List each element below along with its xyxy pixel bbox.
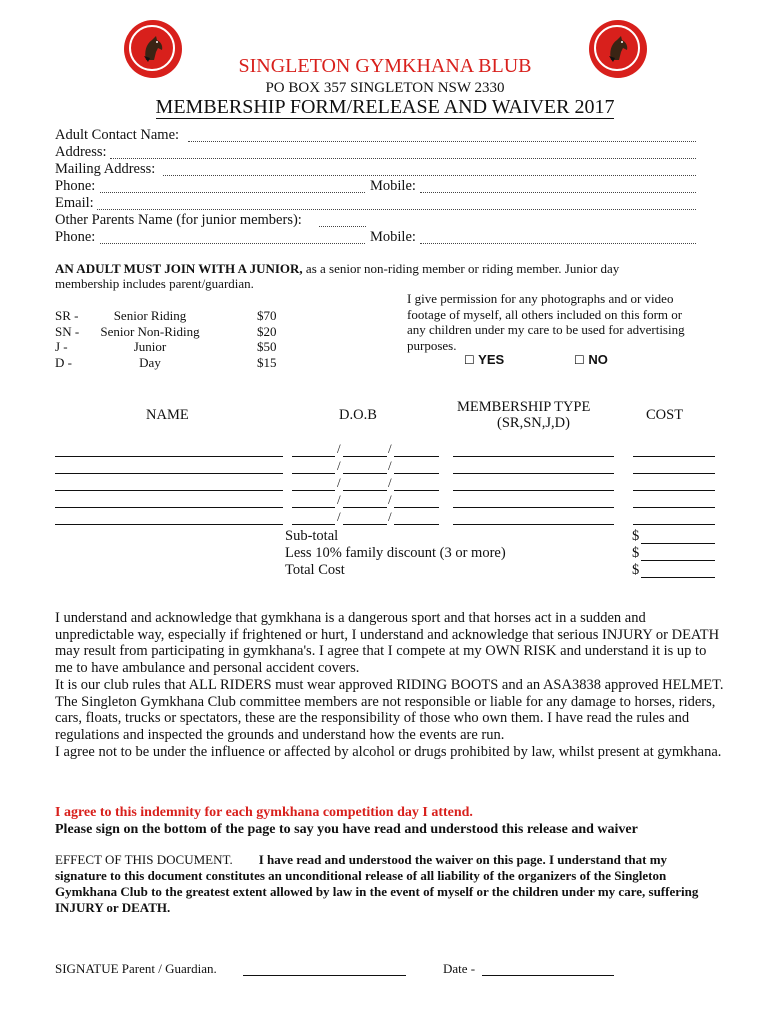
- membership-type-input[interactable]: [453, 456, 614, 457]
- date-separator: /: [337, 475, 341, 490]
- name-input[interactable]: [55, 456, 283, 457]
- label-mobile: Mobile:: [370, 178, 416, 194]
- date-input[interactable]: [482, 975, 614, 976]
- membership-price: $70: [257, 308, 277, 323]
- dob-day-input[interactable]: [292, 456, 335, 457]
- effect-text: I have read and understood the waiver on this page. I understand that my signature to this document constitutes an unconditional release of all liability of the organizers of the Singleton Gymkhana Club to the greatest extent allowed by law in the event of myself or the children under my care, suffering INJURY or DEATH.: [55, 852, 699, 915]
- dob-month-input[interactable]: [343, 490, 387, 491]
- date-separator: /: [337, 492, 341, 507]
- photo-permission-line: footage of myself, all others included on this form or: [407, 306, 683, 322]
- no-label: NO: [588, 352, 608, 367]
- junior-notice-bold: AN ADULT MUST JOIN WITH A JUNIOR,: [55, 261, 303, 276]
- currency-symbol: $: [632, 528, 640, 544]
- dob-day-input[interactable]: [292, 490, 335, 491]
- header-type-line2: (SR,SN,J,D): [497, 415, 570, 431]
- field-email[interactable]: [97, 209, 696, 210]
- field-mailing-address[interactable]: [163, 175, 696, 176]
- dob-day-input[interactable]: [292, 507, 335, 508]
- dob-day-input[interactable]: [292, 473, 335, 474]
- cost-input[interactable]: [633, 490, 715, 491]
- signature-input[interactable]: [243, 975, 406, 976]
- form-title: [0, 96, 770, 119]
- date-separator: /: [337, 441, 341, 456]
- signature-label: SIGNATUE Parent / Guardian.: [55, 961, 217, 976]
- dob-year-input[interactable]: [394, 524, 439, 525]
- label-phone-2: Phone:: [55, 229, 96, 245]
- junior-notice-rest: as a senior non-riding member or riding member. Junior day: [302, 261, 620, 276]
- name-input[interactable]: [55, 524, 283, 525]
- membership-price: $20: [257, 323, 277, 339]
- label-phone: Phone:: [55, 178, 96, 194]
- membership-type-input[interactable]: [453, 507, 614, 508]
- membership-code: D -: [55, 354, 72, 370]
- total-input[interactable]: [641, 577, 715, 578]
- please-sign-statement: Please sign on the bottom of the page to say you have read and understood this release and waiver: [55, 822, 638, 837]
- membership-type-input[interactable]: [453, 490, 614, 491]
- dob-month-input[interactable]: [343, 524, 387, 525]
- yes-label: YES: [478, 352, 505, 367]
- date-separator: /: [388, 441, 392, 456]
- date-separator: /: [388, 492, 392, 507]
- label-address: Address:: [55, 144, 107, 160]
- date-separator: /: [388, 475, 392, 490]
- membership-type-row: [55, 324, 295, 340]
- field-phone[interactable]: [100, 192, 365, 193]
- membership-type-input[interactable]: [453, 524, 614, 525]
- name-input[interactable]: [55, 507, 283, 508]
- cost-input[interactable]: [633, 524, 715, 525]
- membership-type-row: [55, 308, 295, 324]
- photo-permission-line: any children under my care to be used for advertising: [407, 322, 685, 337]
- club-name: SINGLETON GYMKHANA BLUB: [238, 55, 532, 77]
- subtotal-input[interactable]: [641, 543, 715, 544]
- membership-name: Day: [139, 354, 161, 370]
- dob-year-input[interactable]: [394, 507, 439, 508]
- form-title-text: MEMBERSHIP FORM/RELEASE AND WAIVER 2017: [155, 96, 615, 118]
- membership-code: J -: [55, 339, 68, 354]
- checkbox-icon[interactable]: ☐: [574, 353, 585, 367]
- membership-type-row: [55, 355, 295, 371]
- junior-notice-line2: membership includes parent/guardian.: [55, 276, 254, 291]
- waiver-paragraph: I agree not to be under the influence or affected by alcohol or drugs prohibited by law, whilst present at gymkhana.: [55, 743, 722, 760]
- currency-symbol: $: [632, 562, 640, 578]
- field-other-parents[interactable]: [319, 226, 366, 227]
- label-adult-contact-name: Adult Contact Name:: [55, 127, 180, 143]
- dob-month-input[interactable]: [343, 473, 387, 474]
- indemnity-statement: I agree to this indemnity for each gymkhana competition day I attend.: [55, 805, 473, 820]
- dob-year-input[interactable]: [394, 490, 439, 491]
- membership-price: $50: [257, 339, 277, 354]
- membership-price: $15: [257, 354, 277, 370]
- field-address[interactable]: [110, 158, 696, 159]
- header-dob: D.O.B: [339, 407, 377, 423]
- label-mobile-2: Mobile:: [370, 229, 416, 245]
- subtotal-label: Sub-total: [285, 528, 339, 544]
- date-separator: /: [337, 458, 341, 473]
- dob-day-input[interactable]: [292, 524, 335, 525]
- membership-type-input[interactable]: [453, 473, 614, 474]
- label-email: Email:: [55, 195, 94, 211]
- membership-type-row: [55, 339, 295, 355]
- date-label: Date -: [443, 961, 476, 976]
- field-mobile-2[interactable]: [420, 243, 696, 244]
- field-adult-contact-name[interactable]: [188, 141, 696, 142]
- field-mobile[interactable]: [420, 192, 696, 193]
- field-phone-2[interactable]: [100, 243, 365, 244]
- header-name: NAME: [146, 407, 189, 423]
- waiver-paragraph: It is our club rules that ALL RIDERS must wear approved RIDING BOOTS and an ASA3838 approved HELMET.: [55, 676, 724, 693]
- effect-label: EFFECT OF THIS DOCUMENT.: [55, 852, 233, 867]
- cost-input[interactable]: [633, 507, 715, 508]
- effect-of-document: [55, 852, 720, 916]
- po-box: PO BOX 357 SINGLETON NSW 2330: [265, 80, 505, 96]
- junior-notice-line1: [55, 261, 619, 277]
- membership-name: Senior Non-Riding: [100, 323, 200, 339]
- discount-input[interactable]: [641, 560, 715, 561]
- photo-permission-line: purposes.: [407, 337, 457, 353]
- date-separator: /: [337, 509, 341, 524]
- dob-year-input[interactable]: [394, 456, 439, 457]
- photo-permission: [407, 291, 685, 353]
- waiver-body: [55, 610, 725, 760]
- cost-input[interactable]: [633, 456, 715, 457]
- membership-name: Senior Riding: [113, 308, 187, 323]
- dob-year-input[interactable]: [394, 473, 439, 474]
- membership-code: SN -: [55, 323, 80, 339]
- waiver-paragraph: I understand and acknowledge that gymkhana is a dangerous sport and that horses act in a sudden and unpredictable way, especially if frightened or hurt, I understand and acknowledge that serious INJURY or DEATH may result from participating in gymkhana's. I agree that I compete at my OWN RISK and understand it is up to me to have ambulance and personal accident covers.: [55, 610, 720, 677]
- label-other-parents: Other Parents Name (for junior members):: [55, 212, 302, 228]
- photo-yes-option[interactable]: [464, 352, 504, 367]
- cost-input[interactable]: [633, 473, 715, 474]
- total-label: Total Cost: [285, 562, 345, 578]
- header-type-line1: MEMBERSHIP TYPE: [457, 399, 591, 415]
- currency-symbol: $: [632, 545, 640, 561]
- membership-types-list: [55, 308, 295, 370]
- discount-label: Less 10% family discount (3 or more): [285, 545, 506, 561]
- dob-month-input[interactable]: [343, 507, 387, 508]
- dob-month-input[interactable]: [343, 456, 387, 457]
- name-input[interactable]: [55, 473, 283, 474]
- date-separator: /: [388, 458, 392, 473]
- waiver-paragraph: The Singleton Gymkhana Club committee members are not responsible or liable for any damage to horses, riders, cars, floats, trucks or spectators, these are the responsibility of those who own them. I have read the rules and regulations and inspected the grounds and understand how the events are run.: [55, 693, 716, 743]
- checkbox-icon[interactable]: ☐: [464, 353, 475, 367]
- membership-code: SR -: [55, 308, 79, 323]
- date-separator: /: [388, 509, 392, 524]
- photo-no-option[interactable]: [574, 352, 608, 367]
- name-input[interactable]: [55, 490, 283, 491]
- photo-permission-line: I give permission for any photographs and or video: [407, 291, 674, 306]
- header-cost: COST: [646, 407, 684, 423]
- membership-name: Junior: [133, 339, 167, 354]
- label-mailing-address: Mailing Address:: [55, 161, 156, 177]
